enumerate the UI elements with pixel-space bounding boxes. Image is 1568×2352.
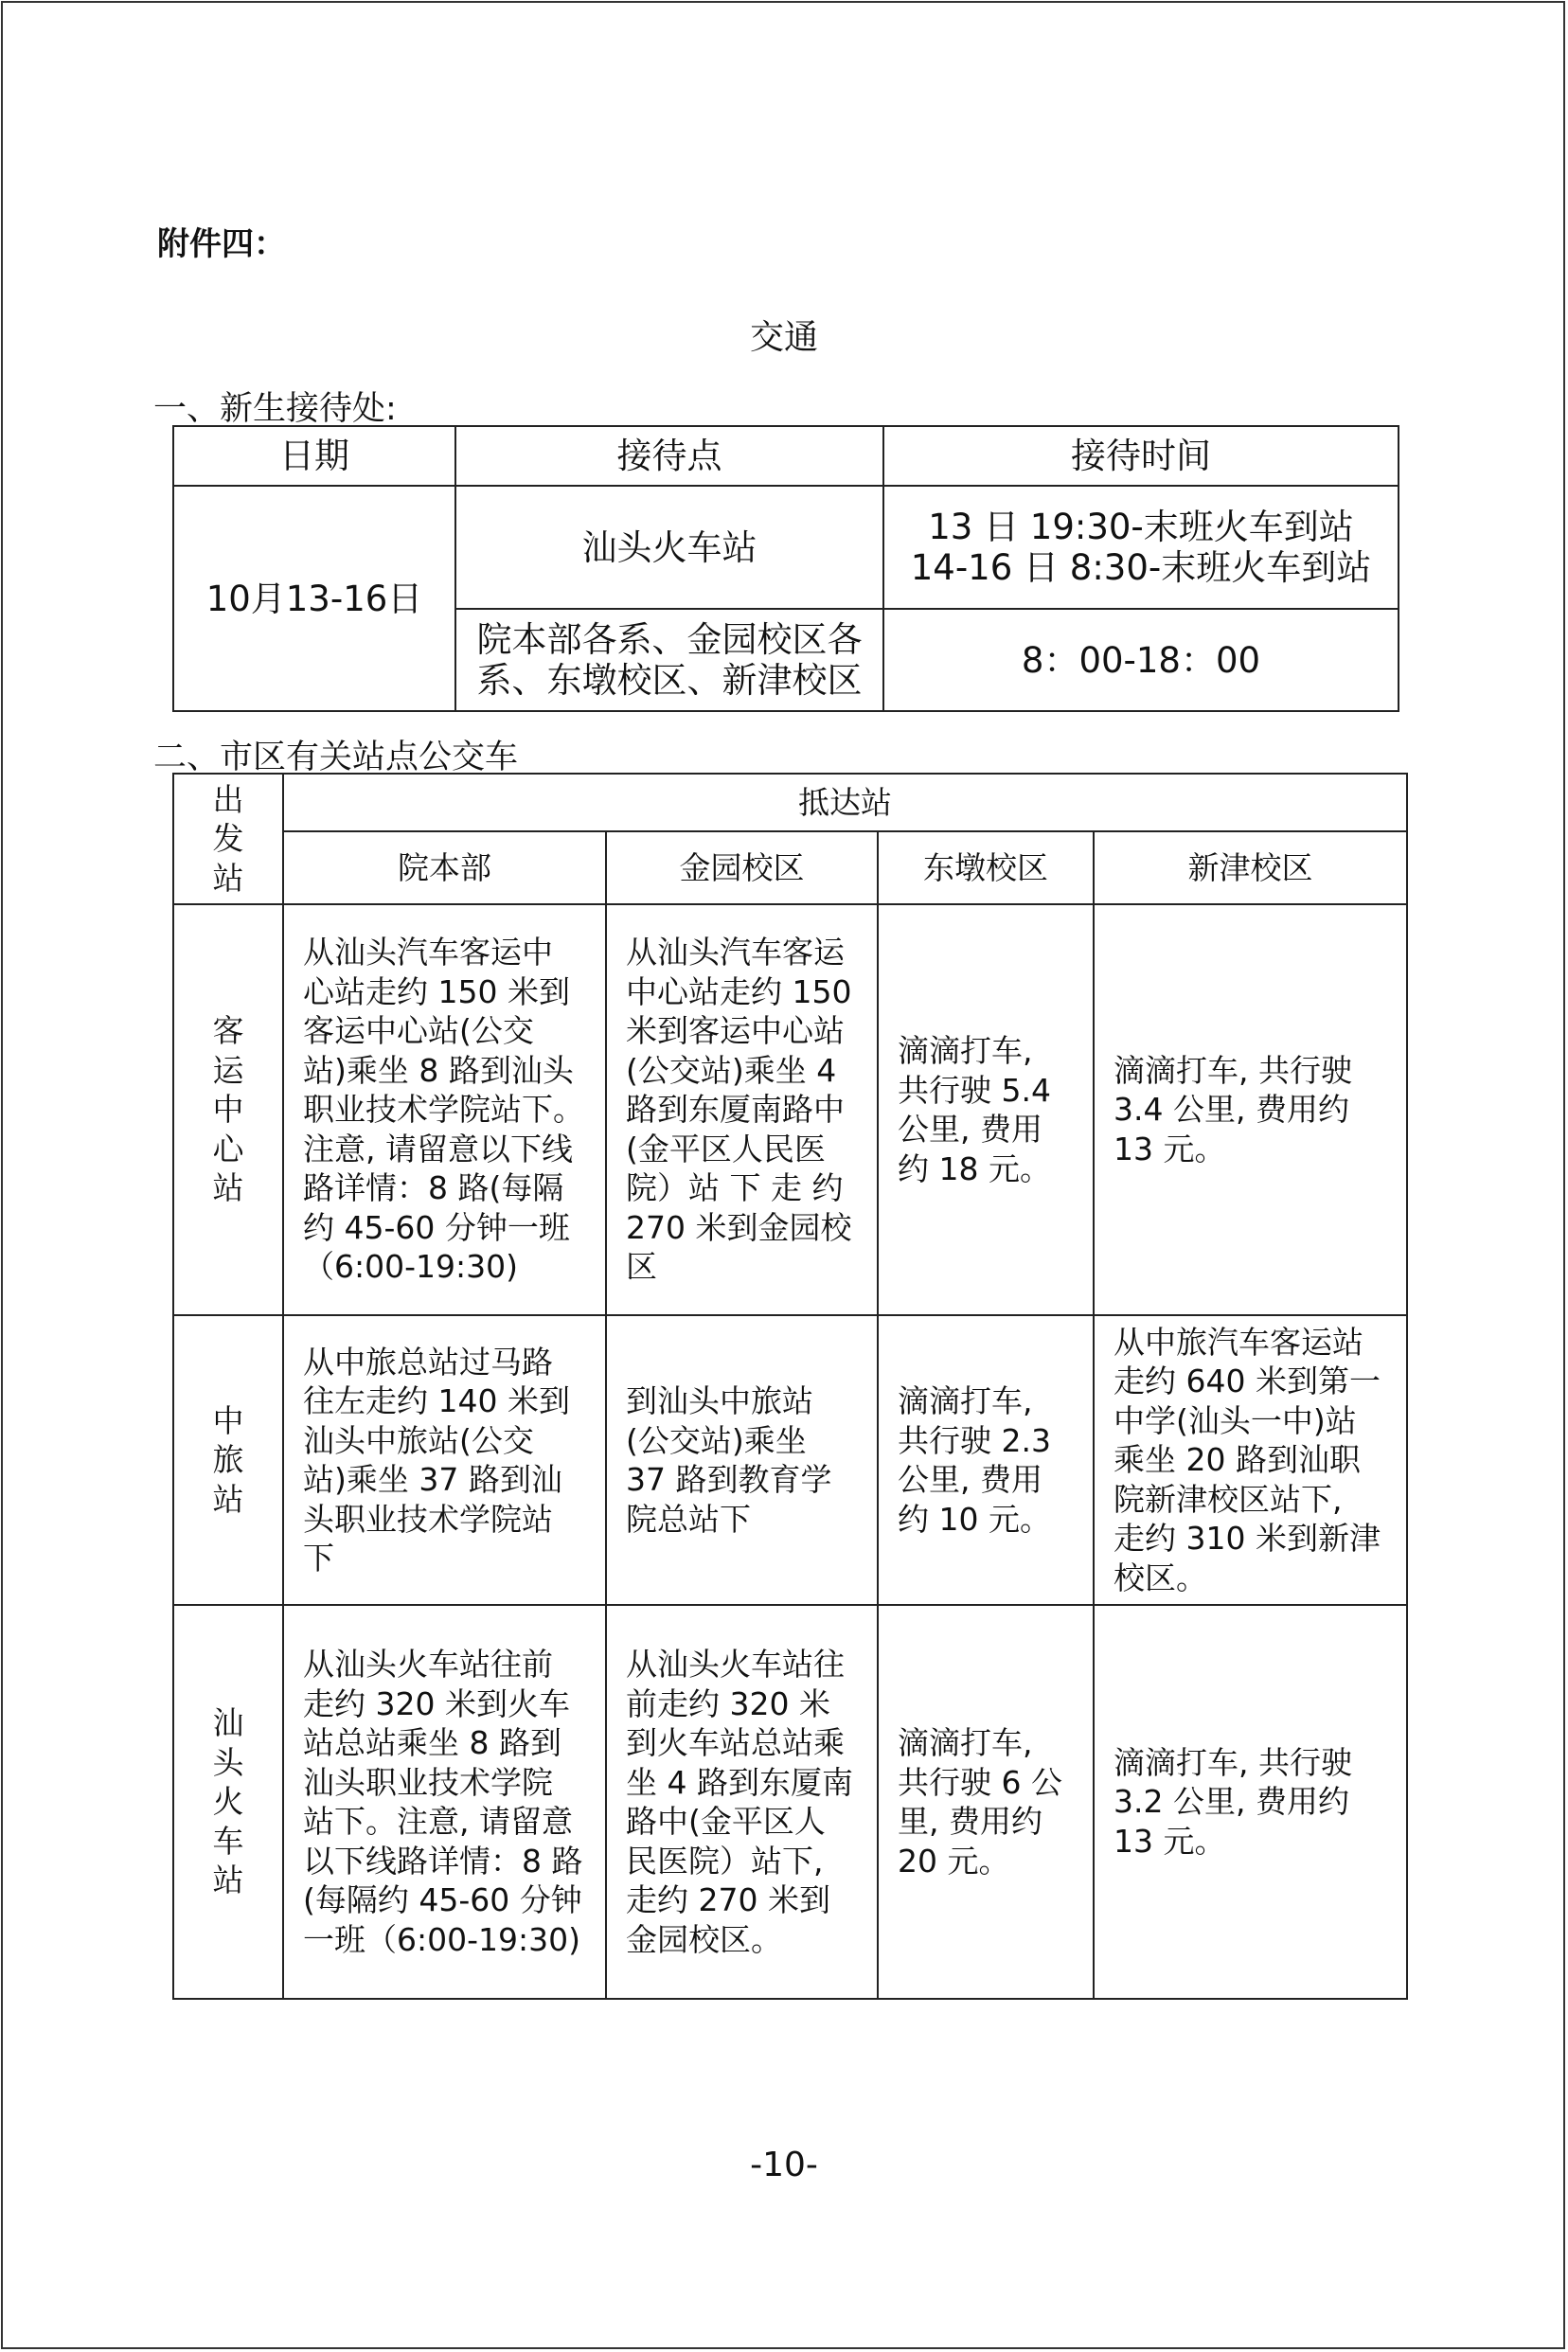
route-cell: 滴滴打车, 共行驶 3.2 公里, 费用约 13 元。	[1094, 1605, 1407, 1999]
origin-cell: 中 旅 站	[173, 1315, 283, 1605]
place-cell: 院本部各系、金园校区各 系、东墩校区、新津校区	[455, 609, 883, 711]
header-destination: 金园校区	[606, 831, 878, 904]
route-cell: 从汕头汽车客运中 心站走约 150 米到 客运中心站(公交 站)乘坐 8 路到汕头 职业技术学院站下。 注意, 请留意以下线 路详情：8 路(每隔 约 45-60 分钟一班 （6:00-19:30)	[283, 904, 606, 1315]
route-cell: 滴滴打车, 共行驶 2.3 公里, 费用 约 10 元。	[878, 1315, 1094, 1605]
table-header-row	[173, 774, 1407, 831]
time-cell: 8：00-18：00	[883, 609, 1399, 711]
date-cell: 10月13-16日	[173, 486, 455, 711]
table-row	[173, 904, 1407, 1315]
header-destination: 东墩校区	[878, 831, 1094, 904]
reception-table	[172, 425, 1399, 712]
route-cell: 从中旅汽车客运站 走约 640 米到第一 中学(汕头一中)站 乘坐 20 路到汕职 院新津校区站下, 走约 310 米到新津 校区。	[1094, 1315, 1407, 1605]
page-number: -10-	[750, 2146, 818, 2184]
route-cell: 从汕头汽车客运 中心站走约 150 米到客运中心站 (公交站)乘坐 4 路到东厦南路中 (金平区人民医 院）站 下 走 约 270 米到金园校 区	[606, 904, 878, 1315]
header-origin: 出 发 站	[173, 774, 283, 904]
place-cell: 汕头火车站	[455, 486, 883, 609]
header-time: 接待时间	[883, 426, 1399, 486]
page-title: 交通	[749, 318, 818, 357]
header-arrival: 抵达站	[283, 774, 1407, 831]
time-cell: 13 日 19:30-末班火车到站 14-16 日 8:30-末班火车到站	[883, 486, 1399, 609]
section1-heading: 一、新生接待处:	[153, 390, 397, 428]
origin-cell: 客 运 中 心 站	[173, 904, 283, 1315]
origin-cell: 汕 头 火 车 站	[173, 1605, 283, 1999]
route-cell: 从中旅总站过马路 往左走约 140 米到 汕头中旅站(公交 站)乘坐 37 路到汕 头职业技术学院站 下	[283, 1315, 606, 1605]
table-header-row	[173, 426, 1399, 486]
table-header-row	[173, 831, 1407, 904]
table-row	[173, 486, 1399, 609]
route-cell: 滴滴打车, 共行驶 3.4 公里, 费用约 13 元。	[1094, 904, 1407, 1315]
header-destination: 院本部	[283, 831, 606, 904]
route-cell: 从汕头火车站往前 走约 320 米到火车 站总站乘坐 8 路到 汕头职业技术学院 站下。注意, 请留意 以下线路详情：8 路 (每隔约 45-60 分钟 一班（6:00-19:30)	[283, 1605, 606, 1999]
route-cell: 从汕头火车站往 前走约 320 米 到火车站总站乘 坐 4 路到东厦南 路中(金平区人 民医院）站下, 走约 270 米到 金园校区。	[606, 1605, 878, 1999]
table-row	[173, 1315, 1407, 1605]
table-row	[173, 1605, 1407, 1999]
header-date: 日期	[173, 426, 455, 486]
route-cell: 到汕头中旅站 (公交站)乘坐 37 路到教育学 院总站下	[606, 1315, 878, 1605]
section2-heading: 二、市区有关站点公交车	[153, 739, 519, 776]
attachment-label: 附件四：	[157, 225, 286, 263]
header-destination: 新津校区	[1094, 831, 1407, 904]
bus-route-table	[172, 773, 1408, 2000]
route-cell: 滴滴打车, 共行驶 5.4 公里, 费用 约 18 元。	[878, 904, 1094, 1315]
header-place: 接待点	[455, 426, 883, 486]
route-cell: 滴滴打车, 共行驶 6 公 里, 费用约 20 元。	[878, 1605, 1094, 1999]
